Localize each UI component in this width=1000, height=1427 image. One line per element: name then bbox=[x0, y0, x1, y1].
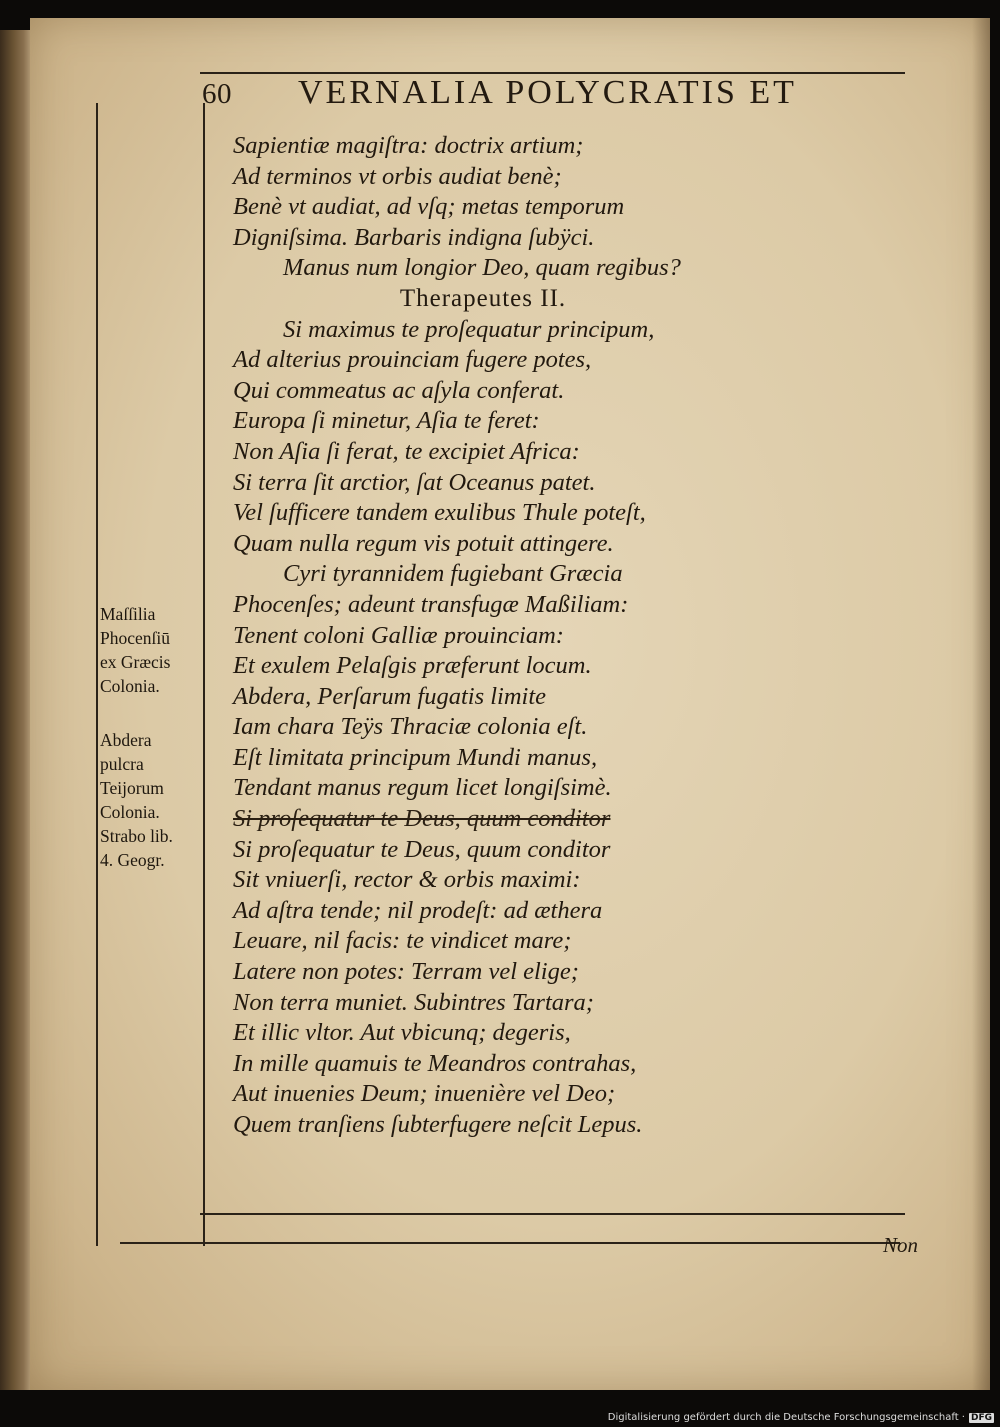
page-number: 60 bbox=[202, 78, 232, 110]
poem-line: Vel ſufficere tandem exulibus Thule poteſt, bbox=[233, 499, 646, 527]
poem-line: Non terra muniet. Subintres Tartara; bbox=[233, 988, 594, 1016]
poem-line: Tenent coloni Galliæ prouinciam: bbox=[233, 621, 564, 649]
poem-line: Manus num longior Deo, quam regibus? bbox=[283, 254, 681, 282]
credit-text: Digitalisierung gefördert durch die Deutsche Forschungsgemeinschaft · bbox=[607, 1412, 965, 1423]
margin-rule-left bbox=[96, 103, 98, 1246]
poem-line: Quam nulla regum vis potuit attingere. bbox=[233, 529, 614, 557]
poem-line: Si terra ſit arctior, ſat Oceanus patet. bbox=[233, 468, 596, 496]
poem-line: Et exulem Pelaſgis præferunt locum. bbox=[233, 652, 592, 680]
poem-line: Aut inuenies Deum; inuenière vel Deo; bbox=[233, 1080, 616, 1108]
poem-line: Si proſequatur te Deus, quum conditor bbox=[233, 835, 611, 863]
poem-line: Sapientiæ magiſtra: doctrix artium; bbox=[233, 132, 584, 159]
running-title: VERNALIA POLYCRATIS ET bbox=[298, 74, 797, 111]
book-page bbox=[30, 18, 990, 1390]
poem-line: Eſt limitata principum Mundi manus, bbox=[233, 743, 598, 771]
text-bottom-rule bbox=[200, 1213, 905, 1215]
margin-note-line: 4. Geogr. bbox=[100, 850, 165, 870]
catchword: Non bbox=[883, 1233, 919, 1257]
poem-line: Et illic vltor. Aut vbicunq; degeris, bbox=[233, 1019, 571, 1047]
margin-note-line: Phocenſiū bbox=[100, 628, 170, 648]
poem-line: Phocenſes; adeunt transfugæ Maßiliam: bbox=[233, 590, 629, 618]
poem-line: Iam chara Teÿs Thraciæ colonia eſt. bbox=[233, 713, 588, 741]
book-spine-edge bbox=[0, 30, 34, 1390]
margin-note-massilia bbox=[100, 602, 205, 698]
margin-note-line: Colonia. bbox=[100, 676, 160, 696]
margin-note-line: Maſſilia bbox=[100, 604, 156, 624]
margin-note-line: Teijorum bbox=[100, 778, 164, 798]
poem-line: Qui commeatus ac aſyla conferat. bbox=[233, 376, 565, 404]
poem-line: Ad aſtra tende; nil prodeſt: ad æthera bbox=[233, 896, 603, 924]
margin-note-abdera bbox=[100, 728, 205, 872]
poem-line: Quem tranſiens ſubterfugere neſcit Lepus. bbox=[233, 1111, 643, 1138]
poem-line: Latere non potes: Terram vel elige; bbox=[233, 958, 579, 986]
poem-line: Digniſsima. Barbaris indigna ſubÿci. bbox=[233, 223, 595, 251]
struck-line: Si proſequatur te Deus, quum conditor bbox=[233, 805, 611, 833]
poem-line: Cyri tyrannidem fugiebant Græcia bbox=[283, 560, 623, 588]
poem-line: Ad alterius prouinciam fugere potes, bbox=[233, 346, 592, 374]
poem-line: Non Aſia ſi ferat, te excipiet Africa: bbox=[233, 437, 580, 465]
section-heading: Therapeutes II. bbox=[399, 284, 567, 312]
margin-note-line: Strabo lib. bbox=[100, 826, 173, 846]
poem-line: Sit vniuerſi, rector & orbis maximi: bbox=[233, 866, 581, 894]
poem-line: Ad terminos vt orbis audiat benè; bbox=[233, 162, 562, 190]
dfg-logo: DFG bbox=[970, 1412, 992, 1423]
margin-note-line: Abdera bbox=[100, 730, 152, 750]
margin-note-line: pulcra bbox=[100, 754, 144, 774]
poem-line: Tendant manus regum licet longiſsimè. bbox=[233, 774, 612, 802]
margin-note-line: Colonia. bbox=[100, 802, 160, 822]
digitization-credit bbox=[608, 1412, 994, 1423]
poem-line: Abdera, Perſarum fugatis limite bbox=[233, 682, 547, 710]
poem-line: Si maximus te proſequatur principum, bbox=[283, 315, 655, 343]
poem-line: Leuare, nil facis: te vindicet mare; bbox=[233, 927, 572, 955]
poem-text-block bbox=[233, 131, 933, 1141]
footer-rule bbox=[120, 1242, 900, 1244]
margin-note-line: ex Græcis bbox=[100, 652, 171, 672]
poem-line: Benè vt audiat, ad vſq; metas temporum bbox=[233, 193, 625, 221]
poem-line: In mille quamuis te Meandros contrahas, bbox=[233, 1049, 637, 1077]
poem-line: Europa ſi minetur, Aſia te feret: bbox=[233, 407, 540, 435]
